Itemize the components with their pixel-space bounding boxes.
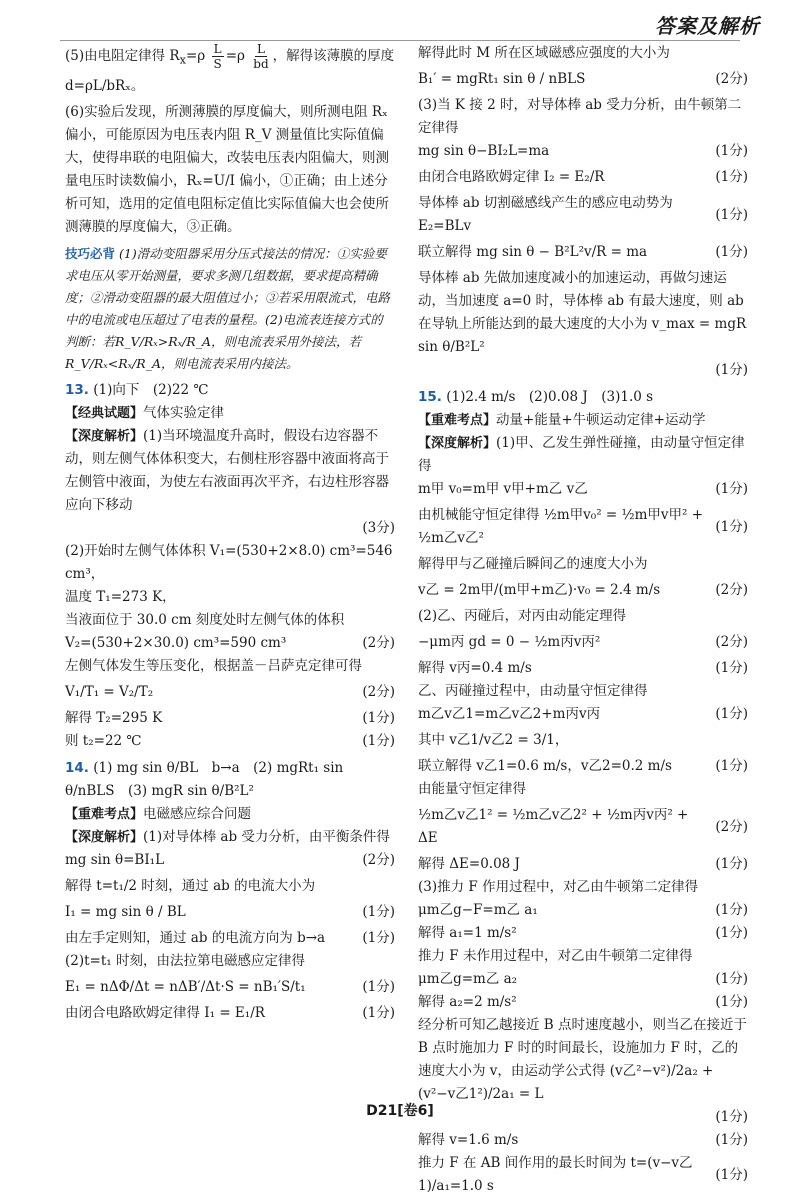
- q15-l: 联立解得 v乙1=0.6 m/s，v乙2=0.2 m/s: [418, 758, 672, 774]
- q15-d: 解得甲与乙碰撞后瞬间乙的速度大小为: [418, 556, 648, 572]
- q14-d: I₁ = mg sin θ / BL: [65, 903, 186, 920]
- r2: B₁′ = mgRt₁ sin θ / nBLS: [418, 71, 586, 87]
- r6: 导体棒 ab 切割磁感线产生的感应电动势为 E₂=BLv: [418, 195, 673, 234]
- p5-text-a: (5)由电阻定律得 R: [65, 48, 180, 64]
- q15-answer-line: [418, 386, 748, 409]
- q15-j: m乙v乙1=m乙v乙2+m丙v丙: [418, 706, 601, 722]
- r4: mg sin θ−BI₂L=ma: [418, 143, 550, 159]
- q14-tag-line: 【重难考点】电磁感应综合问题: [65, 805, 252, 822]
- p5-result: d=ρL/bRₓ。: [65, 77, 145, 94]
- q15-p: (3)推力 F 作用过程中，对乙由牛顿第二定律得: [418, 879, 699, 895]
- q15-e: v乙 = 2m甲/(m甲+m乙)·v₀ = 2.4 m/s: [418, 582, 661, 598]
- tip-text: (1)滑动变阻器采用分压式接法的情况：①实验要求电压从零开始测量，要求多测几组数据，要求提高精确度；②滑动变阻器的最大阻值过小；③若采用限流式，电路中的电流或电压超过了电表的量程。(2)电流表连接方式的判断：若R_V/Rₓ>Rₓ/R_A，则电流表采用外接法，若R_V/Rₓ<Rₓ/R_A，则电流表采用内接法。: [65, 245, 391, 371]
- q15-q: μm乙g−F=m乙 a₁: [418, 902, 538, 918]
- q15-b: m甲 v₀=m甲 v甲+m乙 v乙: [418, 481, 588, 497]
- header-divider: [60, 40, 740, 41]
- q15-c: 由机械能守恒定律得 ½m甲v₀² = ½m甲v甲² + ½m乙v乙²: [418, 507, 704, 546]
- q15-k: 其中 v乙1/v乙2 = 3/1，: [418, 732, 569, 748]
- q14-e: 由左手定则知，通过 ab 的电流方向为 b→a: [65, 929, 326, 946]
- q13-answer: (1)向下 (2)22 ℃: [93, 381, 209, 398]
- q14-c: 解得 t=t₁/2 时刻，通过 ab 的电流大小为: [65, 877, 316, 894]
- q14-f: (2)t=t₁ 时刻，由法拉第电磁感应定律得: [65, 952, 305, 969]
- q13-tag-line: [65, 402, 395, 425]
- r3: (3)当 K 接 2 时，对导体棒 ab 受力分析，由牛顿第二定律得: [418, 97, 742, 136]
- q15-number: 15.: [418, 389, 442, 405]
- q15-o: 解得 ΔE=0.08 J: [418, 856, 520, 872]
- q15-w: 解得 v=1.6 m/s: [418, 1132, 519, 1148]
- q15-i: 乙、丙碰撞过程中，由动量守恒定律得: [418, 683, 648, 699]
- q13-i: 则 t₂=22 ℃: [65, 732, 142, 749]
- right-column: 解得此时 M 所在区域磁感应强度的大小为 B₁′ = mgRt₁ sin θ / nBLS (2分) (3)当 K 接 2 时，对导体棒 ab 受力分析，由牛顿第二定律得 mg sin θ−BI₂L=ma (1分) 由闭合电路欧姆定律 I₂ = E₂/R (1分) 导体棒 ab 切割磁感线产生的感应电动势为 E₂=BLv (1分) 联立解得 mg sin θ − B²L²v/R = ma (1分) 导体棒 ab 先做加速度减小的加速运动，再做匀速运动，当加速度 a=0 时，导体棒 ab 有最大速度，则 ab 在导轨上所能达到的最大速度的大小为 v_max = mgR sin θ/B²L² (1分) 15. (1)2.4 m/s (2)0.08 J (3)1.0 s 【重难考点】动量+能量+牛顿运动定律+运动学 【深度解析】(1)甲、乙发生弹性碰撞，由动量守恒定律得 m甲 v₀=m甲 v甲+m乙 v乙 (1分) 由机械能守恒定律得 ½m甲v₀² = ½m甲v甲² + ½m乙v乙² (1分) 解得甲与乙碰撞后瞬间乙的速度大小为 v乙 = 2m甲/(m甲+m乙)·v₀ = 2.4 m/s (2分) (2)乙、丙碰后，对丙由动能定理得 −μm丙 gd = 0 − ½m丙v丙² (2分) 解得 v丙=0.4 m/s (1分) 乙、丙碰撞过程中，由动量守恒定律得 m乙v乙1=m乙v乙2+m丙v丙 (1分) 其中 v乙1/v乙2 = 3/1， 联立解得 v乙1=0.6 m/s，v乙2=0.2 m/s (1分) 由能量守恒定律得 ½m乙v乙1² = ½m乙v乙2² + ½m丙v丙² + ΔE (2分) 解得 ΔE=0.08 J (1分) (3)推力 F 作用过程中，对乙由牛顿第二定律得 μm乙g−F=m乙 a₁ (1分) 解得 a₁=1 m/s² (1分) 推力 F 未作用过程中，对乙由牛顿第二定律得 μm乙g=m乙 a₂ (1分) 解得 a₂=2 m/s² (1分) 经分析可知乙越接近 B 点时速度越小，则当乙在接近于 B 点时施加力 F 时的时间最长，设施加力 F 时，乙的速度大小为 v，由运动学公式得 (v乙²−v²)/2a₂ + (v²−v乙1²)/2a₁ = L (1分) 解得 v=1.6 m/s (1分) 推力 F 在 AB 间作用的最长时间为 t=(v−v乙1)/a₁=1.0 s (1分): [418, 42, 748, 1198]
- q15-h: 解得 v丙=0.4 m/s: [418, 660, 532, 676]
- q13-c: 温度 T₁=273 K，: [65, 588, 176, 605]
- q14-answer-line: [65, 757, 395, 803]
- q14-answer: (1) mg sin θ/BL b→a (2) mgRt₁ sin θ/nBLS (3) mgR sin θ/B²L²: [65, 759, 344, 799]
- r7: 联立解得 mg sin θ − B²L²v/R = ma: [418, 244, 648, 260]
- q15-a: 【深度解析】(1)甲、乙发生弹性碰撞，由动量守恒定律得: [418, 435, 745, 474]
- q15-s: 推力 F 未作用过程中，对乙由牛顿第二定律得: [418, 948, 693, 964]
- q15-f: (2)乙、丙碰后，对丙由动能定理得: [418, 608, 627, 624]
- q15-answer: (1)2.4 m/s (2)0.08 J (3)1.0 s: [446, 389, 654, 405]
- q14-number: 14.: [65, 759, 89, 776]
- q13-part1: 【深度解析】(1)当环境温度升高时，假设右边容器不动，则左侧气体体积变大，右侧柱形容器中液面将高于左侧管中液面，为使左右液面再次平齐，右边柱形容器应向下移动: [65, 427, 389, 513]
- p5-line: (5)由电阻定律得 $R_x=\rho$ $\frac{L}{S}$ =ρ $\frac{L}{bd}$ ，解得该薄膜的厚度: [65, 42, 395, 71]
- q13-score-1: (3分): [362, 519, 395, 536]
- r5: 由闭合电路欧姆定律 I₂ = E₂/R: [418, 169, 605, 185]
- q13-f: 左侧气体发生等压变化，根据盖－吕萨克定律可得: [65, 657, 362, 674]
- q15-x: 推力 F 在 AB 间作用的最长时间为 t=(v−v乙1)/a₁=1.0 s: [418, 1155, 693, 1194]
- tip-label: 技巧必背: [65, 245, 116, 261]
- q15-u: 解得 a₂=2 m/s²: [418, 994, 517, 1010]
- q14-h: 由闭合电路欧姆定律得 I₁ = E₁/R: [65, 1004, 265, 1021]
- r8: 导体棒 ab 先做加速度减小的加速运动，再做匀速运动，当加速度 a=0 时，导体棒 ab 有最大速度，则 ab 在导轨上所能达到的最大速度的大小为 v_max = mgR sin θ/B²L²: [418, 270, 747, 355]
- q13-tag: 【经典试题】: [65, 405, 144, 421]
- q13-h: 解得 T₂=295 K: [65, 709, 163, 726]
- tip-box: [65, 243, 395, 375]
- q13-d: 当液面位于 30.0 cm 刻度处时左侧气体的体积: [65, 611, 345, 628]
- q13-b: (2)开始时左侧气体体积 V₁=(530+2×8.0) cm³=546 cm³，: [65, 542, 393, 582]
- q13-number: 13.: [65, 381, 89, 398]
- q13-e: V₂=(530+2×30.0) cm³=590 cm³: [65, 634, 287, 651]
- q15-tag-line: 【重难考点】动量+能量+牛顿运动定律+运动学: [418, 412, 706, 428]
- q15-r: 解得 a₁=1 m/s²: [418, 925, 517, 941]
- q14-b: mg sin θ=BI₁L: [65, 851, 165, 868]
- q14-a: 【深度解析】(1)对导体棒 ab 受力分析，由平衡条件得: [65, 828, 390, 845]
- q15-v: 经分析可知乙越接近 B 点时速度越小，则当乙在接近于 B 点时施加力 F 时的时间最长，设施加力 F 时，乙的速度大小为 v，由运动学公式得 (v乙²−v²)/2a₂ + (v²−v乙1²)/2a₁ = L: [418, 1017, 748, 1102]
- fraction-l-s: $\frac{L}{S}$: [213, 42, 222, 71]
- q13-g: V₁/T₁ = V₂/T₂: [65, 683, 154, 700]
- p5-text-b: ，解得该薄膜的厚度: [272, 48, 395, 64]
- left-column: (5)由电阻定律得 $R_x=\rho$ $\frac{L}{S}$ =ρ $\frac{L}{bd}$ ，解得该薄膜的厚度 d=ρL/bRₓ。 (6)实验后发现，所测薄膜的厚度偏大，则所测电阻 Rₓ 偏小，可能原因为电压表内阻 R_V 测量值比实际值偏大，使得串联的电阻偏大，改装电压表内阻偏大，则测量电压时读数偏小，Rₓ=U/I 偏小，①正确；由上述分析可知，选用的定值电阻标定值比实际值偏大也会使所测薄膜的厚度偏大，③正确。 技巧必背 (1)滑动变阻器采用分压式接法的情况：①实验要求电压从零开始测量，要求多测几组数据，要求提高精确度；②滑动变阻器的最大阻值过小；③若采用限流式，电路中的电流或电压超过了电表的量程。(2)电流表连接方式的判断：若R_V/Rₓ>Rₓ/R_A，则电流表采用外接法，若R_V/Rₓ<Rₓ/R_A，则电流表采用内接法。 13. (1)向下 (2)22 ℃ 【经典试题】气体实验定律 【深度解析】(1)当环境温度升高时，假设右边容器不动，则左侧气体体积变大，右侧柱形容器中液面将高于左侧管中液面，为使左右液面再次平齐，右边柱形容器应向下移动 (3分) (2)开始时左侧气体体积 V₁=(530+2×8.0) cm³=546 cm³， 温度 T₁=273 K， 当液面位于 30.0 cm 刻度处时左侧气体的体积 V₂=(530+2×30.0) cm³=590 cm³ (2分) 左侧气体发生等压变化，根据盖－吕萨克定律可得 V₁/T₁ = V₂/T₂ (2分) 解得 T₂=295 K (1分) 则 t₂=22 ℃ (1分) 14. (1) mg sin θ/BL b→a (2) mgRt₁ sin θ/nBLS (3) mgR sin θ/B²L² 【重难考点】电磁感应综合问题 【深度解析】(1)对导体棒 ab 受力分析，由平衡条件得 mg sin θ=BI₁L (2分) 解得 t=t₁/2 时刻，通过 ab 的电流大小为 I₁ = mg sin θ / BL (1分) 由左手定则知，通过 ab 的电流方向为 b→a (1分) (2)t=t₁ 时刻，由法拉第电磁感应定律得 E₁ = nΔΦ/Δt = nΔB′/Δt·S = nB₁′S/t₁ (1分) 由闭合电路欧姆定律得 I₁ = E₁/R (1分): [65, 42, 395, 1028]
- p6-paragraph: (6)实验后发现，所测薄膜的厚度偏大，则所测电阻 Rₓ 偏小，可能原因为电压表内阻 R_V 测量值比实际值偏大，使得串联的电阻偏大，改装电压表内阻偏大，则测量电压时读数偏小，Rₓ=U/I 偏小，①正确；由上述分析可知，选用的定值电阻标定值比实际值偏大也会使所测薄膜的厚度偏大，③正确。: [65, 103, 389, 235]
- fraction-l-bd: $\frac{L}{bd}$: [253, 42, 269, 71]
- q13-deep-tag: 【深度解析】: [65, 428, 144, 444]
- q13-answer-line: [65, 379, 395, 402]
- page-header-title: 答案及解析: [655, 14, 760, 38]
- q15-m: 由能量守恒定律得: [418, 781, 526, 797]
- q14-g: E₁ = nΔΦ/Δt = nΔB′/Δt·S = nB₁′S/t₁: [65, 978, 306, 995]
- q15-g: −μm丙 gd = 0 − ½m丙v丙²: [418, 634, 601, 650]
- r1: 解得此时 M 所在区域磁感应强度的大小为: [418, 45, 670, 61]
- q13-tag-text: 气体实验定律: [143, 404, 225, 421]
- page-footer: D21[卷6]: [366, 1103, 434, 1119]
- q15-n: ½m乙v乙1² = ½m乙v乙2² + ½m丙v丙² + ΔE: [418, 807, 689, 846]
- q15-t: μm乙g=m乙 a₂: [418, 971, 518, 987]
